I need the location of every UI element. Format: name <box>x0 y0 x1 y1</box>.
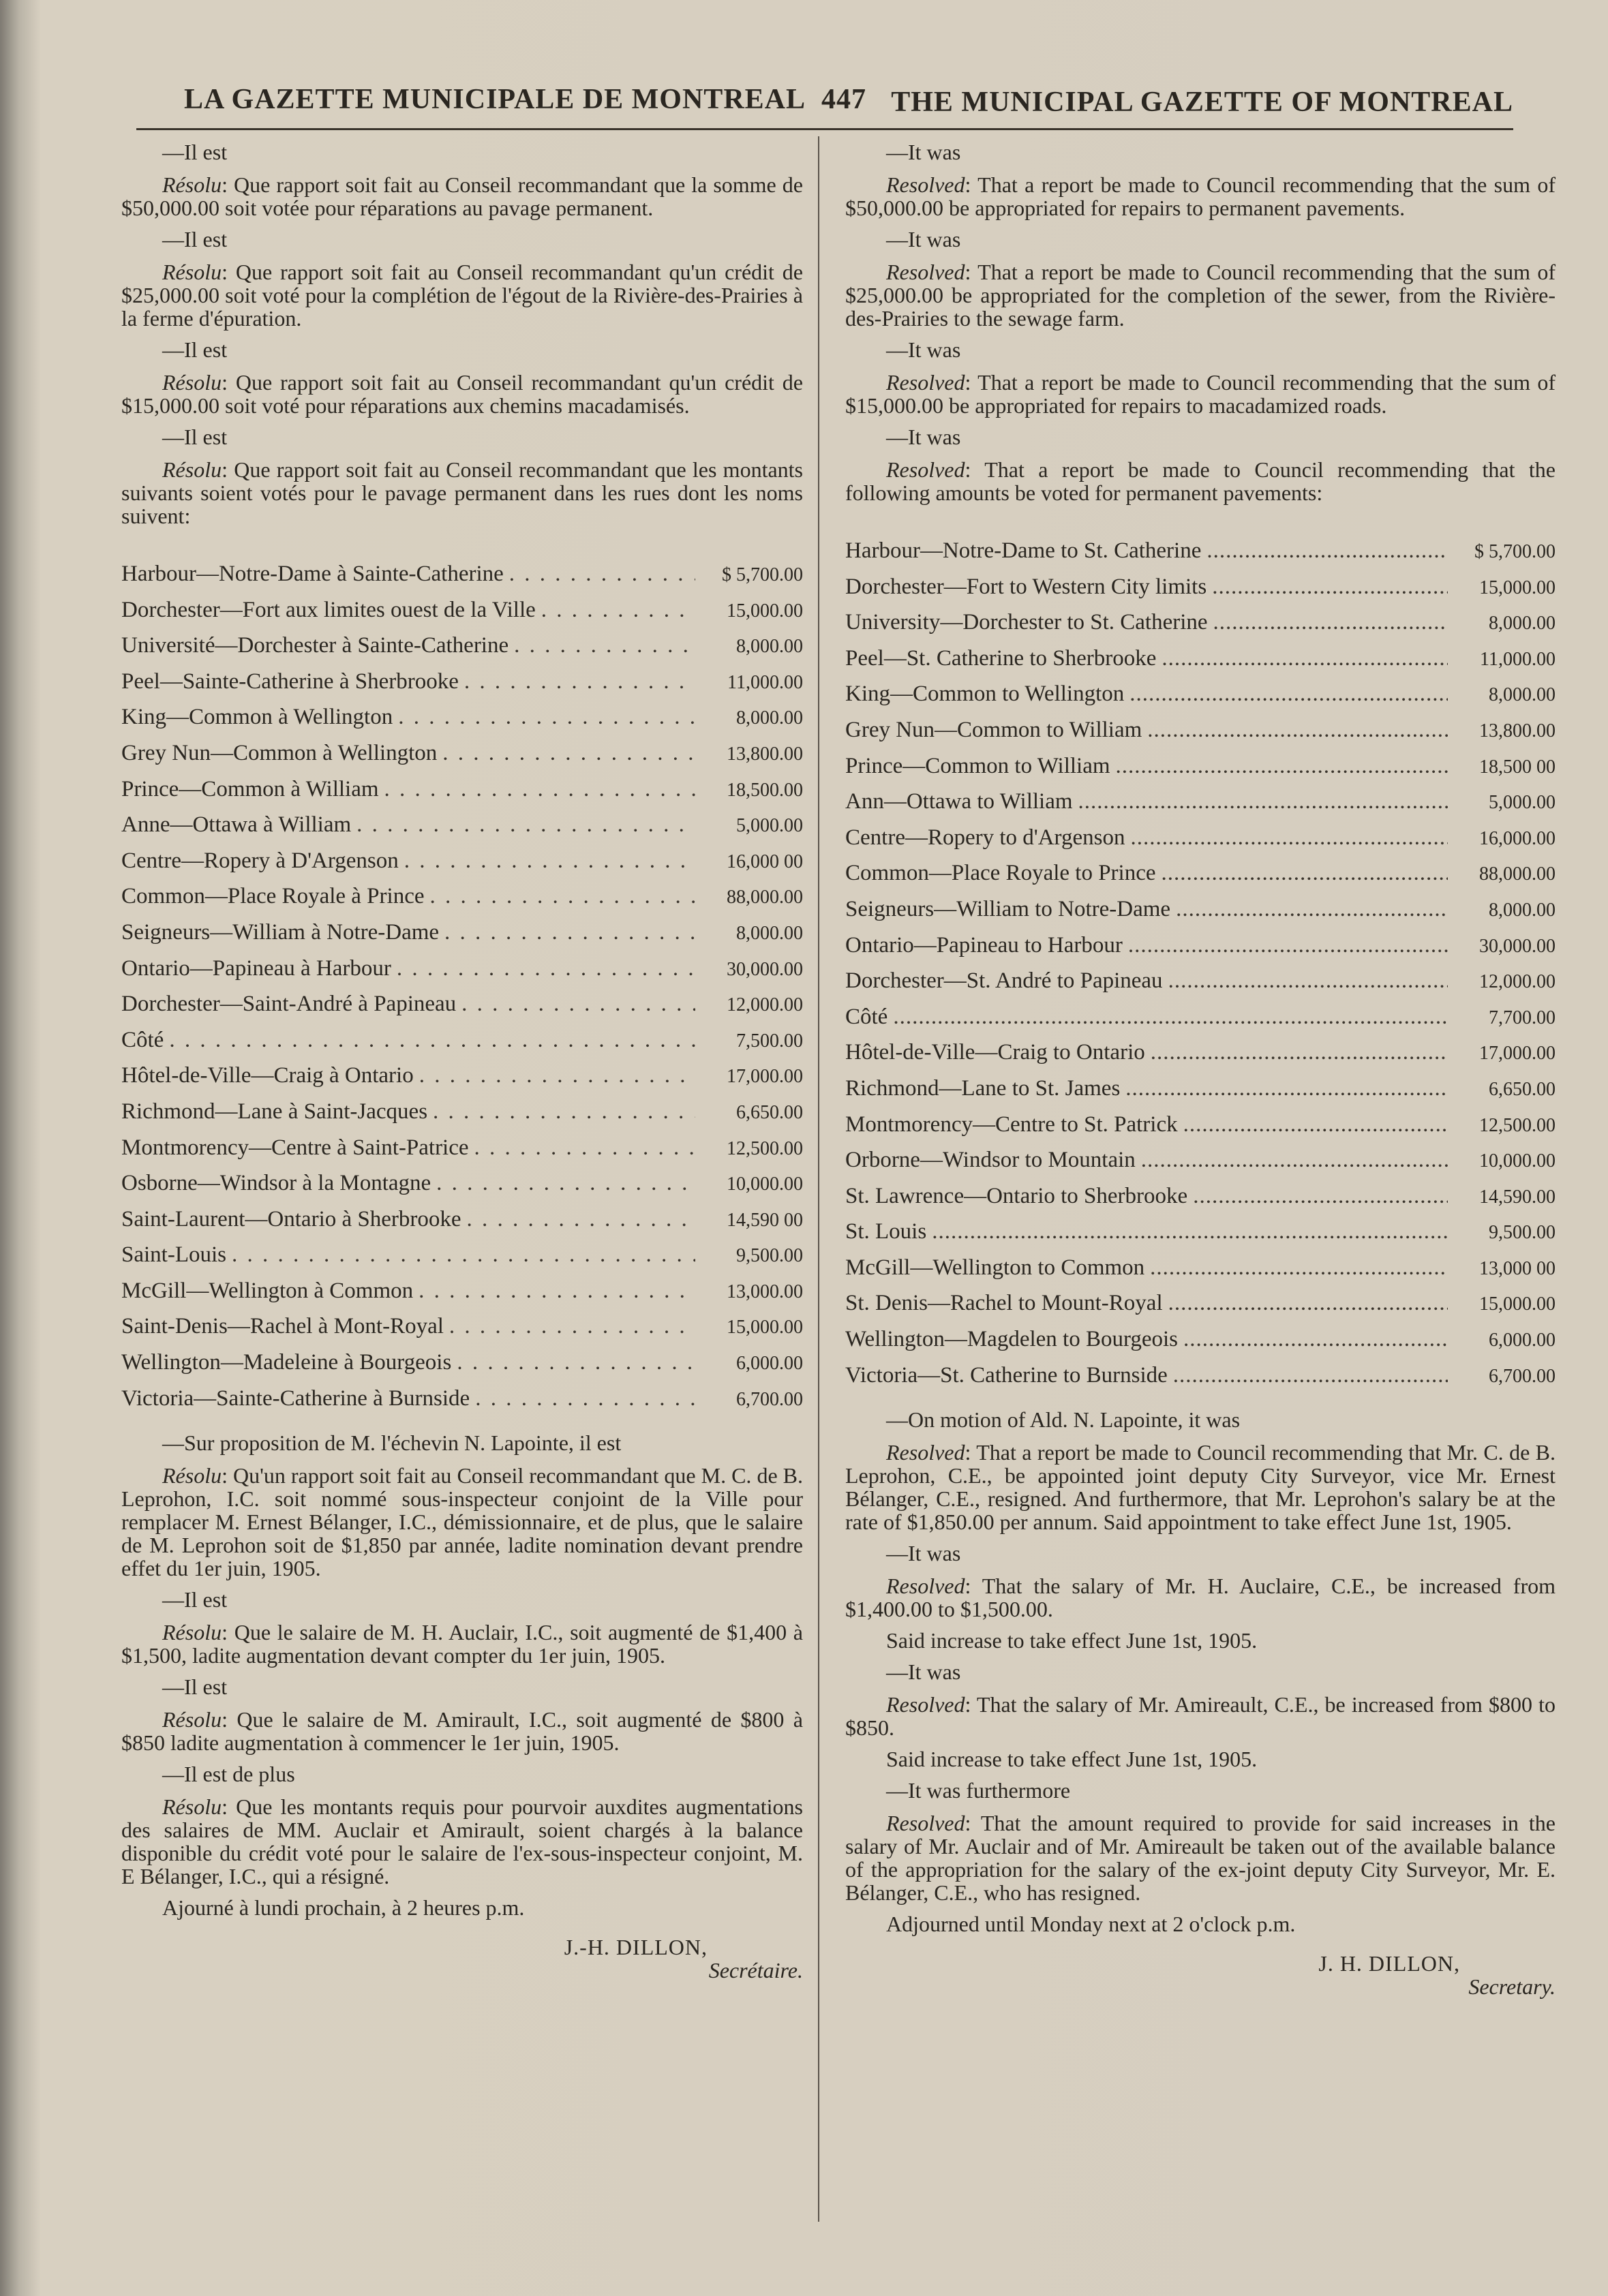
street-amount: 12,500.00 <box>1479 1114 1556 1136</box>
street-amount: 13,800.00 <box>1479 720 1556 741</box>
street-row <box>845 533 1556 569</box>
dot-leader <box>1125 1071 1448 1106</box>
resolution-lead: Resolved <box>886 1574 965 1599</box>
street-row <box>845 1142 1556 1178</box>
street-row <box>121 1058 803 1094</box>
resolution-intro: —It was <box>886 227 961 251</box>
dot-leader <box>1151 1035 1448 1070</box>
dot-leader <box>1130 820 1448 855</box>
street-name: Osborne—Windsor à la Montagne <box>121 1171 431 1196</box>
street-row <box>121 986 803 1022</box>
street-amount: 17,000.00 <box>727 1066 803 1088</box>
street-name: Ontario—Papineau to Harbour <box>845 932 1123 958</box>
street-amount: $ 5,700.00 <box>1474 541 1556 562</box>
french-column <box>121 136 803 1982</box>
dot-leader <box>1128 928 1448 963</box>
dot-leader <box>419 1058 695 1093</box>
street-amount: 30,000.00 <box>1479 935 1556 957</box>
street-name: Centre—Ropery à D'Argenson <box>121 848 399 873</box>
street-amount: 16,000.00 <box>1479 827 1556 849</box>
resolution-intro: —It was <box>886 425 961 449</box>
resolution-text <box>845 458 1556 504</box>
street-amount: 9,500.00 <box>1489 1222 1556 1244</box>
street-amount: 11,000.00 <box>727 671 803 693</box>
resolution-body: : Que rapport soit fait au Conseil recommandant qu'un crédit de $15,000.00 soit voté pour réparations aux chemins macadamisés. <box>121 370 803 418</box>
street-amount: 15,000.00 <box>727 600 803 622</box>
resolution-lead: Resolved <box>886 370 965 395</box>
street-name: Anne—Ottawa à William <box>121 812 352 838</box>
dot-leader <box>509 556 695 592</box>
resolution-body: : That a report be made to Council recommending that the sum of $25,000.00 be appropriated for the completion of the sewer, from the Rivière-des-Prairies to the sewage farm. <box>845 260 1556 331</box>
street-name: Richmond—Lane à Saint-Jacques <box>121 1099 428 1124</box>
street-amount: 8,000.00 <box>1489 899 1556 921</box>
dot-leader <box>457 1345 695 1380</box>
resolution-body: : That the amount required to provide for said increases in the salary of Mr. Auclair and of Mr. Amireault be taken out of the available balance of the appropriation for the salary of the ex-joint deputy City Surveyor, Mr. E. Bélanger, C.E., who has resigned. <box>845 1811 1556 1905</box>
street-row <box>845 999 1556 1035</box>
dot-leader <box>169 1022 695 1058</box>
resolution-lead: Résolu <box>162 1463 222 1488</box>
dot-leader <box>384 771 695 807</box>
street-row <box>121 1273 803 1309</box>
resolution-intro: —Il est <box>162 1587 228 1612</box>
signature-title: Secretary. <box>1468 1974 1556 2000</box>
adjournment: Adjourned until Monday next at 2 o'clock p.m. <box>886 1912 1296 1937</box>
dot-leader <box>461 986 695 1022</box>
street-row <box>845 963 1556 999</box>
street-amount: 88,000.00 <box>1479 863 1556 885</box>
dot-leader <box>1183 1107 1448 1142</box>
street-row <box>845 712 1556 748</box>
dot-leader <box>474 1130 695 1165</box>
street-amount: 5,000.00 <box>736 815 803 837</box>
street-amount: 18,500 00 <box>1479 756 1556 778</box>
street-amount: 8,000.00 <box>736 707 803 729</box>
street-amount: 14,590 00 <box>727 1209 803 1231</box>
resolution-intro: —It was <box>886 1541 961 1566</box>
resolution-note: Said increase to take effect June 1st, 1905. <box>886 1628 1258 1653</box>
resolution-body: : That the salary of Mr. Amireault, C.E., be increased from $800 to $850. <box>845 1692 1556 1741</box>
street-row <box>845 891 1556 928</box>
dot-leader <box>514 628 695 663</box>
street-amount: 11,000.00 <box>1480 648 1556 670</box>
dot-leader <box>1193 1178 1448 1214</box>
resolution-body: : Que le salaire de M. Amirault, I.C., soit augmenté de $800 à $850 ladite augmentation à commencer le 1er juin, 1905. <box>121 1707 803 1756</box>
street-name: Côté <box>121 1027 164 1052</box>
resolution-text <box>121 173 803 219</box>
street-amount: 6,700.00 <box>1489 1365 1556 1387</box>
resolution-text <box>845 1693 1556 1739</box>
resolution-text <box>845 260 1556 330</box>
street-row <box>121 915 803 951</box>
street-name: Peel—Sainte-Catherine à Sherbrooke <box>121 669 459 694</box>
dot-leader <box>442 735 695 771</box>
dot-leader <box>1129 676 1448 711</box>
street-name: King—Common à Wellington <box>121 705 393 730</box>
street-amount: 6,650.00 <box>1489 1078 1556 1100</box>
street-row <box>845 1107 1556 1143</box>
dot-leader <box>232 1237 695 1272</box>
street-name: Harbour—Notre-Dame à Sainte-Catherine <box>121 562 504 586</box>
street-row <box>845 748 1556 784</box>
street-row <box>845 1214 1556 1250</box>
dot-leader <box>1207 533 1448 568</box>
street-amount: 9,500.00 <box>736 1245 803 1267</box>
street-row <box>121 664 803 700</box>
street-name: Saint-Denis—Rachel à Mont-Royal <box>121 1314 444 1339</box>
resolution-intro: —It was furthermore <box>886 1778 1071 1803</box>
dot-leader <box>397 951 695 986</box>
resolution-intro: —Il est <box>162 1674 228 1700</box>
signature-title: Secrétaire. <box>708 1958 803 1983</box>
dot-leader <box>1150 1250 1448 1285</box>
resolution-text <box>121 1464 803 1580</box>
street-row <box>845 784 1556 820</box>
street-amount: 6,700.00 <box>736 1388 803 1410</box>
street-name: St. Denis—Rachel to Mount-Royal <box>845 1291 1163 1316</box>
resolution-lead: Résolu <box>162 1620 222 1645</box>
resolution-lead: Resolved <box>886 1440 965 1465</box>
resolution-text <box>121 1795 803 1888</box>
street-amount: 15,000.00 <box>727 1317 803 1338</box>
resolution-body: : That the salary of Mr. H. Auclaire, C.E., be increased from $1,400.00 to $1,500.00. <box>845 1574 1556 1622</box>
dot-leader <box>1168 1285 1448 1321</box>
street-amount: 8,000.00 <box>1489 684 1556 706</box>
street-row <box>121 1345 803 1381</box>
street-name: Prince—Common à William <box>121 776 379 801</box>
street-name: Peel—St. Catherine to Sherbrooke <box>845 645 1157 671</box>
header-french-title: LA GAZETTE MUNICIPALE DE MONTREAL <box>184 84 806 115</box>
resolution-body: : Que rapport soit fait au Conseil recommandant que les montants suivants soient votés pour le pavage permanent dans les rues dont les noms suivent: <box>121 457 803 528</box>
street-amount: 8,000.00 <box>736 636 803 658</box>
resolution-note: Said increase to take effect June 1st, 1905. <box>886 1747 1258 1772</box>
signature-block <box>845 1952 1556 1998</box>
running-header <box>136 74 1513 130</box>
adjournment: Ajourné à lundi prochain, à 2 heures p.m. <box>162 1895 525 1920</box>
resolution-lead: Résolu <box>162 1707 222 1732</box>
street-row <box>845 676 1556 712</box>
street-name: Montmorency—Centre to St. Patrick <box>845 1112 1178 1137</box>
resolution-text <box>845 371 1556 417</box>
dot-leader <box>1168 963 1448 998</box>
signature-block <box>121 1935 803 1982</box>
resolution-body: : Que le salaire de M. H. Auclair, I.C., soit augmenté de $1,400 à $1,500, ladite augmentation devant compter du 1er juin, 1905. <box>121 1620 803 1668</box>
street-name: Wellington—Magdelen to Bourgeois <box>845 1327 1179 1352</box>
street-row <box>845 820 1556 856</box>
street-name: Dorchester—Fort to Western City limits <box>845 574 1207 599</box>
resolution-intro: —Il est <box>162 227 228 251</box>
street-row <box>845 855 1556 891</box>
resolution-text <box>121 260 803 330</box>
street-row <box>121 1237 803 1273</box>
resolution-intro: —It was <box>886 1659 961 1685</box>
dot-leader <box>464 664 695 699</box>
street-name: King—Common to Wellington <box>845 682 1125 707</box>
resolution-body: : Que rapport soit fait au Conseil recommandant que la somme de $50,000.00 soit votée pour réparations au pavage permanent. <box>121 172 803 220</box>
dot-leader <box>449 1308 695 1344</box>
street-name: Hôtel-de-Ville—Craig à Ontario <box>121 1063 414 1088</box>
street-name: Université—Dorchester à Sainte-Catherine <box>121 633 509 658</box>
street-amount: 7,700.00 <box>1489 1007 1556 1028</box>
resolution-text <box>845 1811 1556 1904</box>
dot-leader <box>1212 569 1448 604</box>
street-row <box>845 1358 1556 1394</box>
resolution-intro: —It was <box>886 337 961 362</box>
resolution-intro: —Sur proposition de M. l'échevin N. Lapointe, il est <box>162 1430 622 1456</box>
street-name: Saint-Laurent—Ontario à Sherbrooke <box>121 1206 461 1231</box>
street-name: Dorchester—St. André to Papineau <box>845 968 1163 994</box>
resolution-body: : Que rapport soit fait au Conseil recommandant qu'un crédit de $25,000.00 soit voté pour la complétion de l'égout de la Rivière-des-Prairies à la ferme d'épuration. <box>121 260 803 331</box>
dot-leader <box>1176 891 1448 927</box>
street-name: McGill—Wellington à Common <box>121 1278 414 1303</box>
street-name: St. Lawrence—Ontario to Sherbrooke <box>845 1183 1188 1208</box>
resolution-lead: Resolved <box>886 1811 965 1836</box>
signature-name: J.-H. DILLON, <box>564 1935 708 1960</box>
resolution-lead: Résolu <box>162 172 222 197</box>
resolution-text <box>121 371 803 417</box>
dot-leader <box>1116 748 1448 784</box>
resolution-text <box>121 458 803 527</box>
dot-leader <box>1162 641 1448 676</box>
street-row <box>845 1250 1556 1286</box>
street-name: Common—Place Royale to Prince <box>845 861 1156 886</box>
resolution-lead: Résolu <box>162 370 222 395</box>
street-amount: 6,650.00 <box>736 1101 803 1123</box>
street-row <box>121 843 803 879</box>
dot-leader <box>1141 1142 1448 1178</box>
street-row <box>845 1035 1556 1071</box>
column-divider <box>818 136 819 2222</box>
dot-leader <box>1173 1358 1448 1393</box>
resolution-body: : That a report be made to Council recommending that the sum of $15,000.00 be appropriated for repairs to macadamized roads. <box>845 370 1556 418</box>
street-row <box>121 735 803 771</box>
street-amount: 7,500.00 <box>736 1030 803 1052</box>
dot-leader <box>475 1381 695 1416</box>
english-column <box>845 136 1556 1998</box>
street-amount: 8,000.00 <box>736 922 803 944</box>
resolution-intro: —Il est <box>162 337 228 362</box>
street-name: Seigneurs—William à Notre-Dame <box>121 919 440 945</box>
street-amount: $ 5,700.00 <box>722 564 803 585</box>
street-row <box>121 556 803 592</box>
street-amount: 15,000.00 <box>1479 577 1556 598</box>
street-name: Saint-Louis <box>121 1242 226 1268</box>
signature-name: J. H. DILLON, <box>1318 1951 1460 1976</box>
resolution-text <box>845 1441 1556 1533</box>
dot-leader <box>1147 712 1448 748</box>
street-amount: 13,000 00 <box>1479 1257 1556 1279</box>
dot-leader <box>398 699 695 735</box>
resolution-body: : That a report be made to Council recommending that the sum of $50,000.00 be appropriated for repairs to permanent pavements. <box>845 172 1556 220</box>
street-row <box>845 1178 1556 1214</box>
resolution-intro: —On motion of Ald. N. Lapointe, it was <box>886 1407 1241 1433</box>
street-amount-list <box>121 556 803 1416</box>
street-amount: 8,000.00 <box>1489 613 1556 634</box>
street-row <box>121 1201 803 1238</box>
street-row <box>121 1308 803 1345</box>
street-row <box>121 878 803 915</box>
street-amount: 5,000.00 <box>1489 792 1556 814</box>
street-row <box>121 628 803 664</box>
dot-leader <box>433 1094 695 1129</box>
street-name: Centre—Ropery to d'Argenson <box>845 825 1125 850</box>
street-name: Côté <box>845 1004 888 1029</box>
resolution-lead: Résolu <box>162 260 222 284</box>
street-amount: 30,000.00 <box>727 958 803 980</box>
street-row <box>121 951 803 987</box>
street-name: St. Louis <box>845 1219 927 1244</box>
street-amount: 6,000.00 <box>736 1353 803 1375</box>
street-name: Ontario—Papineau à Harbour <box>121 955 391 981</box>
street-row <box>121 1381 803 1417</box>
street-amount: 88,000.00 <box>727 887 803 908</box>
resolution-body: : Que les montants requis pour pourvoir auxdites augmentations des salaires de MM. Auclair et Amirault, soient chargés à la balance disponible du crédit voté pour le salaire de l'ex-sous-inspecteur conjoint, M. E Bélanger, I.C., qui a résigné. <box>121 1794 803 1889</box>
street-name: Wellington—Madeleine à Bourgeois <box>121 1350 452 1375</box>
dot-leader <box>1183 1321 1448 1357</box>
street-name: McGill—Wellington to Common <box>845 1255 1145 1280</box>
street-row <box>121 1165 803 1201</box>
street-row <box>121 1130 803 1166</box>
street-row <box>845 569 1556 605</box>
dot-leader <box>893 999 1448 1035</box>
dot-leader <box>467 1201 695 1237</box>
street-row <box>121 699 803 735</box>
street-name: Grey Nun—Common à Wellington <box>121 740 438 765</box>
header-english-title: THE MUNICIPAL GAZETTE OF MONTREAL <box>891 87 1513 118</box>
street-row <box>845 604 1556 641</box>
street-row <box>121 1022 803 1058</box>
street-name: Hôtel-de-Ville—Craig to Ontario <box>845 1040 1145 1065</box>
street-row <box>121 807 803 843</box>
street-amount: 12,000.00 <box>727 994 803 1016</box>
street-amount: 10,000.00 <box>1479 1150 1556 1172</box>
resolution-intro: —Il est <box>162 140 228 164</box>
street-row <box>121 1094 803 1130</box>
street-amount: 17,000.00 <box>1479 1043 1556 1065</box>
street-name: Richmond—Lane to St. James <box>845 1075 1121 1101</box>
dot-leader <box>444 915 695 950</box>
street-name: Orborne—Windsor to Mountain <box>845 1148 1136 1173</box>
street-name: Dorchester—Saint-André à Papineau <box>121 992 457 1017</box>
dot-leader <box>404 843 695 878</box>
resolution-lead: Resolved <box>886 1692 965 1717</box>
street-amount: 6,000.00 <box>1489 1330 1556 1351</box>
street-amount: 16,000 00 <box>727 851 803 872</box>
street-amount: 15,000.00 <box>1479 1294 1556 1315</box>
street-amount-list <box>845 533 1556 1393</box>
resolution-intro: —Il est de plus <box>162 1762 295 1787</box>
street-name: Dorchester—Fort aux limites ouest de la Ville <box>121 597 536 622</box>
street-row <box>845 1285 1556 1321</box>
resolution-intro: —It was <box>886 140 961 164</box>
resolution-lead: Resolved <box>886 260 965 284</box>
street-name: Montmorency—Centre à Saint-Patrice <box>121 1135 469 1160</box>
street-amount: 12,500.00 <box>727 1137 803 1159</box>
street-amount: 13,000.00 <box>727 1281 803 1302</box>
street-name: Grey Nun—Common to William <box>845 717 1142 742</box>
dot-leader <box>436 1165 695 1201</box>
resolution-lead: Resolved <box>886 172 965 197</box>
street-row <box>121 771 803 808</box>
resolution-body: : That a report be made to Council recommending that Mr. C. de B. Leprohon, C.E., be appointed joint deputy City Surveyor, vice Mr. Ernest Bélanger, C.E., resigned. And furthermore, that Mr. Leprohon's salary be at the rate of $1,850.00 per annum. Said appointment to take effect June 1st, 1905. <box>845 1440 1556 1535</box>
resolution-text <box>121 1708 803 1754</box>
street-row <box>121 592 803 628</box>
street-name: Victoria—St. Catherine to Burnside <box>845 1362 1168 1388</box>
street-amount: 12,000.00 <box>1479 971 1556 993</box>
street-name: Common—Place Royale à Prince <box>121 884 425 909</box>
dot-leader <box>1213 604 1448 640</box>
resolution-text <box>845 1574 1556 1621</box>
dot-leader <box>357 807 695 842</box>
street-amount: 18,500.00 <box>727 779 803 801</box>
dot-leader <box>430 878 696 914</box>
street-amount: 14,590.00 <box>1479 1186 1556 1208</box>
street-name: Victoria—Sainte-Catherine à Burnside <box>121 1386 470 1411</box>
street-amount: 10,000.00 <box>727 1174 803 1195</box>
resolution-text <box>121 1621 803 1667</box>
street-name: Harbour—Notre-Dame to St. Catherine <box>845 538 1202 563</box>
resolution-lead: Résolu <box>162 457 222 482</box>
resolution-lead: Résolu <box>162 1794 222 1820</box>
street-name: Seigneurs—William to Notre-Dame <box>845 896 1171 921</box>
resolution-body: : That a report be made to Council recommending that the following amounts be voted for permanent pavements: <box>845 457 1556 505</box>
street-row <box>845 1321 1556 1358</box>
street-name: Ann—Ottawa to William <box>845 789 1073 814</box>
resolution-lead: Resolved <box>886 457 965 482</box>
street-row <box>845 928 1556 964</box>
street-amount: 13,800.00 <box>727 743 803 765</box>
street-name: University—Dorchester to St. Catherine <box>845 610 1208 635</box>
dot-leader <box>1078 784 1448 819</box>
street-name: Prince—Common to William <box>845 753 1110 778</box>
resolution-body: : Qu'un rapport soit fait au Conseil recommandant que M. C. de B. Leprohon, I.C. soit nommé sous-inspecteur conjoint de la Ville pour remplacer M. Ernest Bélanger, I.C., démissionnaire, et de plus, que le salaire de M. Leprohon soit de $1,850 par année, ladite nomination devant prendre effet du 1er juin, 1905. <box>121 1463 803 1581</box>
dot-leader <box>1162 855 1448 891</box>
resolution-intro: —Il est <box>162 425 228 449</box>
street-row <box>845 641 1556 677</box>
dot-leader <box>419 1273 695 1308</box>
resolution-text <box>845 173 1556 219</box>
page-number: 447 <box>821 84 866 115</box>
street-row <box>845 1071 1556 1107</box>
dot-leader <box>932 1214 1448 1249</box>
dot-leader <box>541 592 695 628</box>
